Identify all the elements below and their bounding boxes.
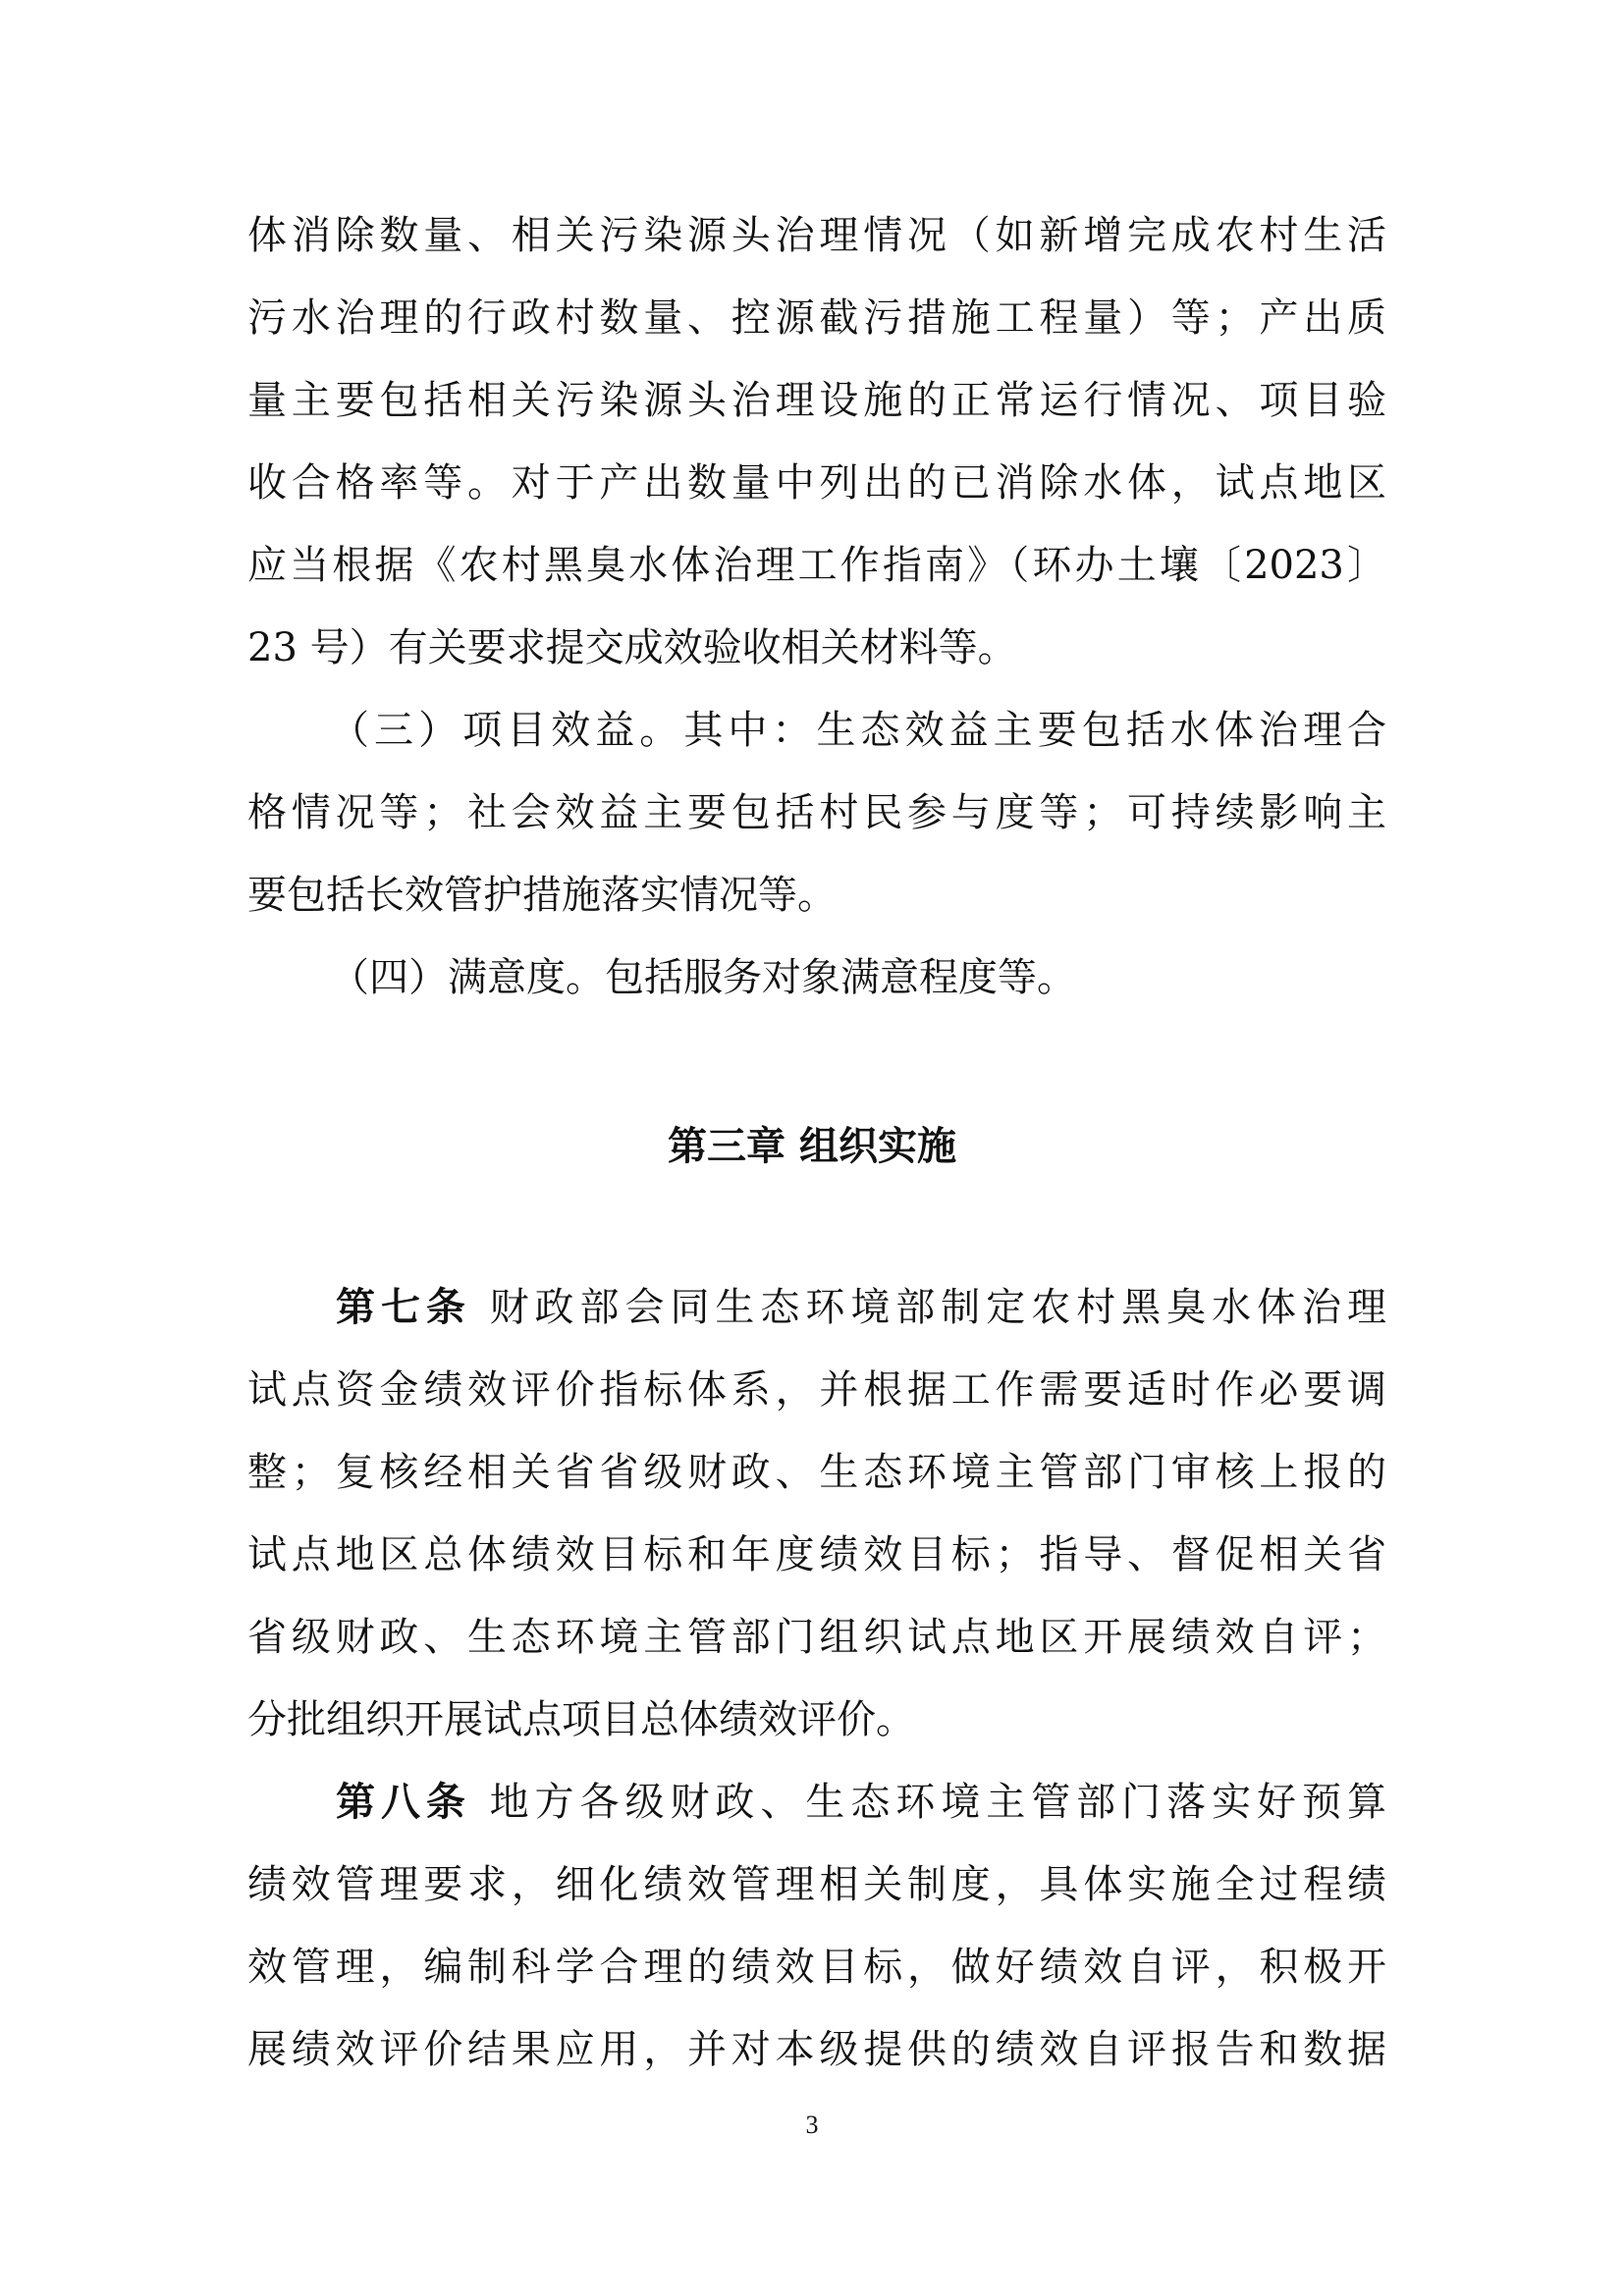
- paragraph-line: 要包括长效管护措施落实情况等。: [247, 873, 837, 918]
- paragraph-line: 体消除数量、相关污染源头治理情况（如新增完成农村生活: [247, 213, 1386, 258]
- paragraph-line: 污水治理的行政村数量、控源截污措施工程量）等；产出质: [247, 295, 1386, 341]
- article-first-line: [336, 1280, 1386, 1335]
- article-first-line: [336, 1775, 1386, 1830]
- paragraph-line: 分批组织开展试点项目总体绩效评价。: [247, 1697, 915, 1742]
- chapter-heading: 第三章 组织实施: [668, 1124, 956, 1169]
- paragraph-line: 展绩效评价结果应用，并对本级提供的绩效自评报告和数据: [247, 2027, 1386, 2072]
- paragraph-line: 应当根据《农村黑臭水体治理工作指南》（环办土壤〔2023〕: [247, 543, 1386, 588]
- article-label: 第七条: [336, 1285, 471, 1330]
- paragraph-line: 格情况等；社会效益主要包括村民参与度等；可持续影响主: [247, 790, 1386, 835]
- paragraph-line: 收合格率等。对于产出数量中列出的已消除水体，试点地区: [247, 460, 1386, 506]
- article-label: 第八条: [336, 1780, 471, 1825]
- paragraph-line: 省级财政、生态环境主管部门组织试点地区开展绩效自评；: [247, 1615, 1386, 1660]
- article-text: 财政部会同生态环境部制定农村黑臭水体治理: [470, 1285, 1386, 1330]
- paragraph-line: （四）满意度。包括服务对象满意程度等。: [330, 955, 1076, 1000]
- paragraph-line: 整；复核经相关省省级财政、生态环境主管部门审核上报的: [247, 1450, 1386, 1495]
- paragraph-line: （三）项目效益。其中：生态效益主要包括水体治理合: [330, 708, 1386, 753]
- paragraph-line: 绩效管理要求，细化绩效管理相关制度，具体实施全过程绩: [247, 1862, 1386, 1907]
- paragraph-line: 试点地区总体绩效目标和年度绩效目标；指导、督促相关省: [247, 1532, 1386, 1577]
- paragraph-line: 23 号）有关要求提交成效验收相关材料等。: [247, 625, 1017, 670]
- paragraph-line: 效管理，编制科学合理的绩效目标，做好绩效自评，积极开: [247, 1945, 1386, 1990]
- article-text: 地方各级财政、生态环境主管部门落实好预算: [470, 1780, 1386, 1825]
- paragraph-line: 量主要包括相关污染源头治理设施的正常运行情况、项目验: [247, 378, 1386, 423]
- paragraph-line: 试点资金绩效评价指标体系，并根据工作需要适时作必要调: [247, 1367, 1386, 1413]
- page-number: 3: [805, 2110, 819, 2139]
